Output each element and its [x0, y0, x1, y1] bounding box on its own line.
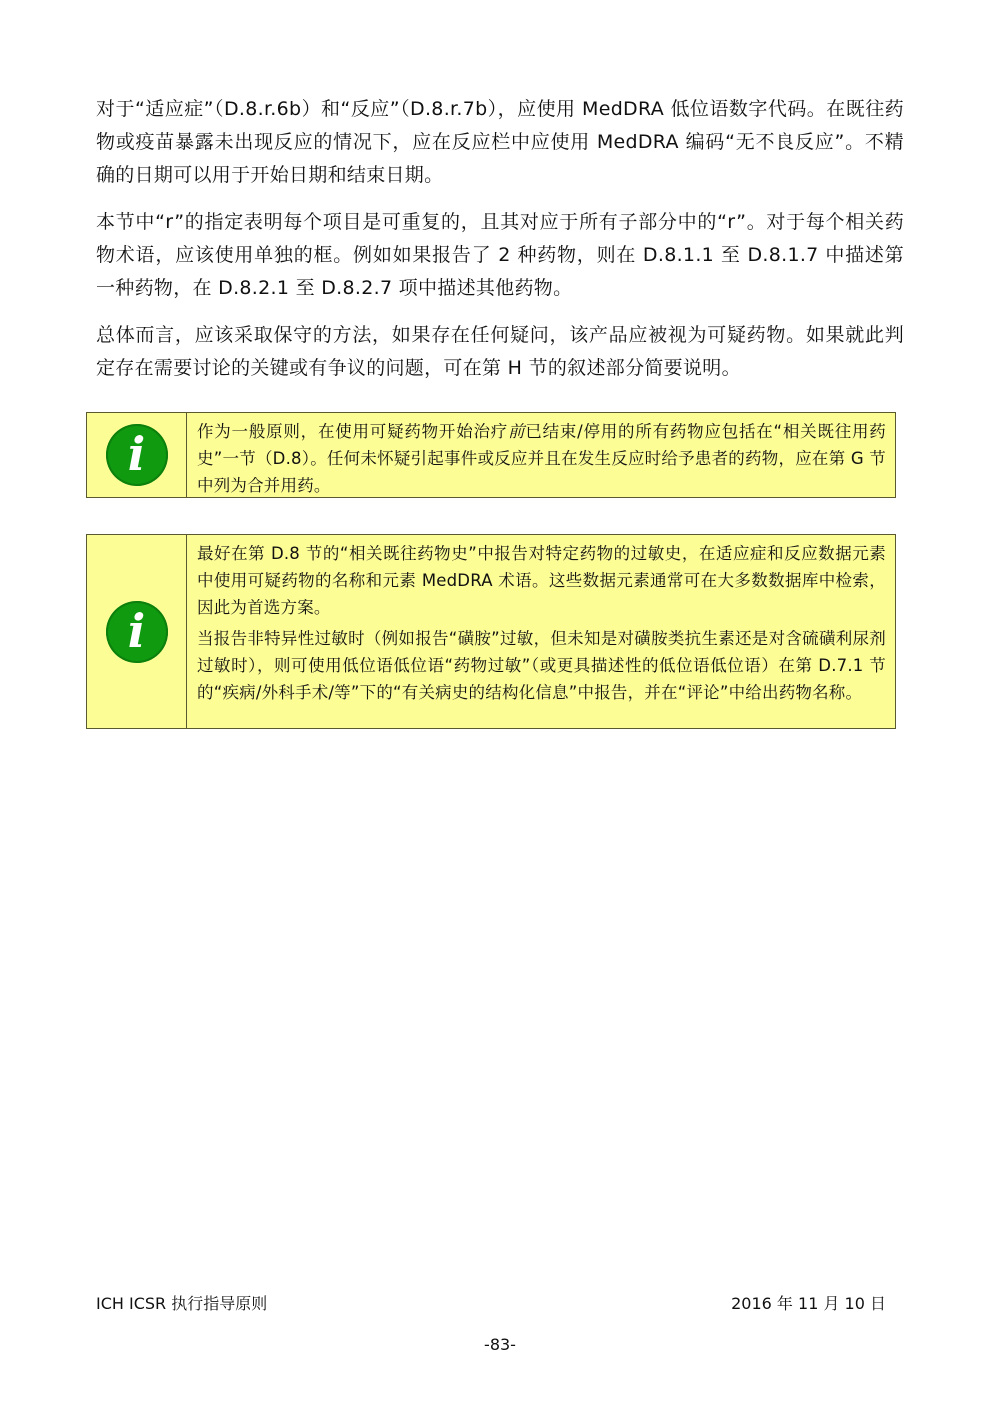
- note-1-paragraph: [197, 418, 886, 499]
- note-text: [187, 413, 895, 497]
- page-number: -83-: [484, 1335, 516, 1354]
- info-note-1: [86, 412, 896, 498]
- footer-date: 2016 年 11 月 10 日: [731, 1294, 886, 1313]
- info-note-2: [86, 534, 896, 729]
- note-1-emphasis: 前: [508, 422, 526, 441]
- footer-document-title: ICH ICSR 执行指导原则: [96, 1294, 268, 1313]
- info-icon: i: [106, 424, 168, 486]
- note-2-paragraph-1: 最好在第 D.8 节的“相关既往药物史”中报告对特定药物的过敏史，在适应症和反应数据元素中使用可疑药物的名称和元素 MedDRA 术语。这些数据元素通常可在大多数数据库中检索，因此为首选方案。: [197, 544, 886, 617]
- note-1-text-before: 作为一般原则，在使用可疑药物开始治疗: [197, 422, 509, 441]
- body-paragraph-2: 本节中“r”的指定表明每个项目是可重复的，且其对应于所有子部分中的“r”。对于每个相关药物术语，应该使用单独的框。例如如果报告了 2 种药物，则在 D.8.1.1 至 D.8.1.7 中描述第一种药物，在 D.8.2.1 至 D.8.2.7 项中描述其他药物。: [96, 211, 904, 299]
- note-icon-cell: [87, 535, 187, 728]
- note-1-text-after: 已结束/停用的所有药物应包括在“相关既往用药史”一节（D.8）。任何未怀疑引起事件或反应并且在发生反应时给予患者的药物，应在第 G 节中列为合并用药。: [197, 422, 886, 495]
- body-paragraph-1: 对于“适应症”（D.8.r.6b）和“反应”（D.8.r.7b），应使用 MedDRA 低位语数字代码。在既往药物或疫苗暴露未出现反应的情况下，应在反应栏中应使用 MedDRA 编码“无不良反应”。不精确的日期可以用于开始日期和结束日期。: [96, 98, 904, 186]
- note-2-paragraph-2: 当报告非特异性过敏时（例如报告“磺胺”过敏，但未知是对磺胺类抗生素还是对含硫磺利尿剂过敏时），则可使用低位语低位语“药物过敏”（或更具描述性的低位语低位语）在第 D.7.1 节的“疾病/外科手术/等”下的“有关病史的结构化信息”中报告，并在“评论”中给出药物名称。: [197, 629, 886, 702]
- note-text: [187, 535, 895, 728]
- info-icon: i: [106, 601, 168, 663]
- main-content: [96, 93, 904, 399]
- note-icon-cell: [87, 413, 187, 497]
- body-paragraph-3: 总体而言，应该采取保守的方法，如果存在任何疑问，该产品应被视为可疑药物。如果就此判定存在需要讨论的关键或有争议的问题，可在第 H 节的叙述部分简要说明。: [96, 324, 904, 379]
